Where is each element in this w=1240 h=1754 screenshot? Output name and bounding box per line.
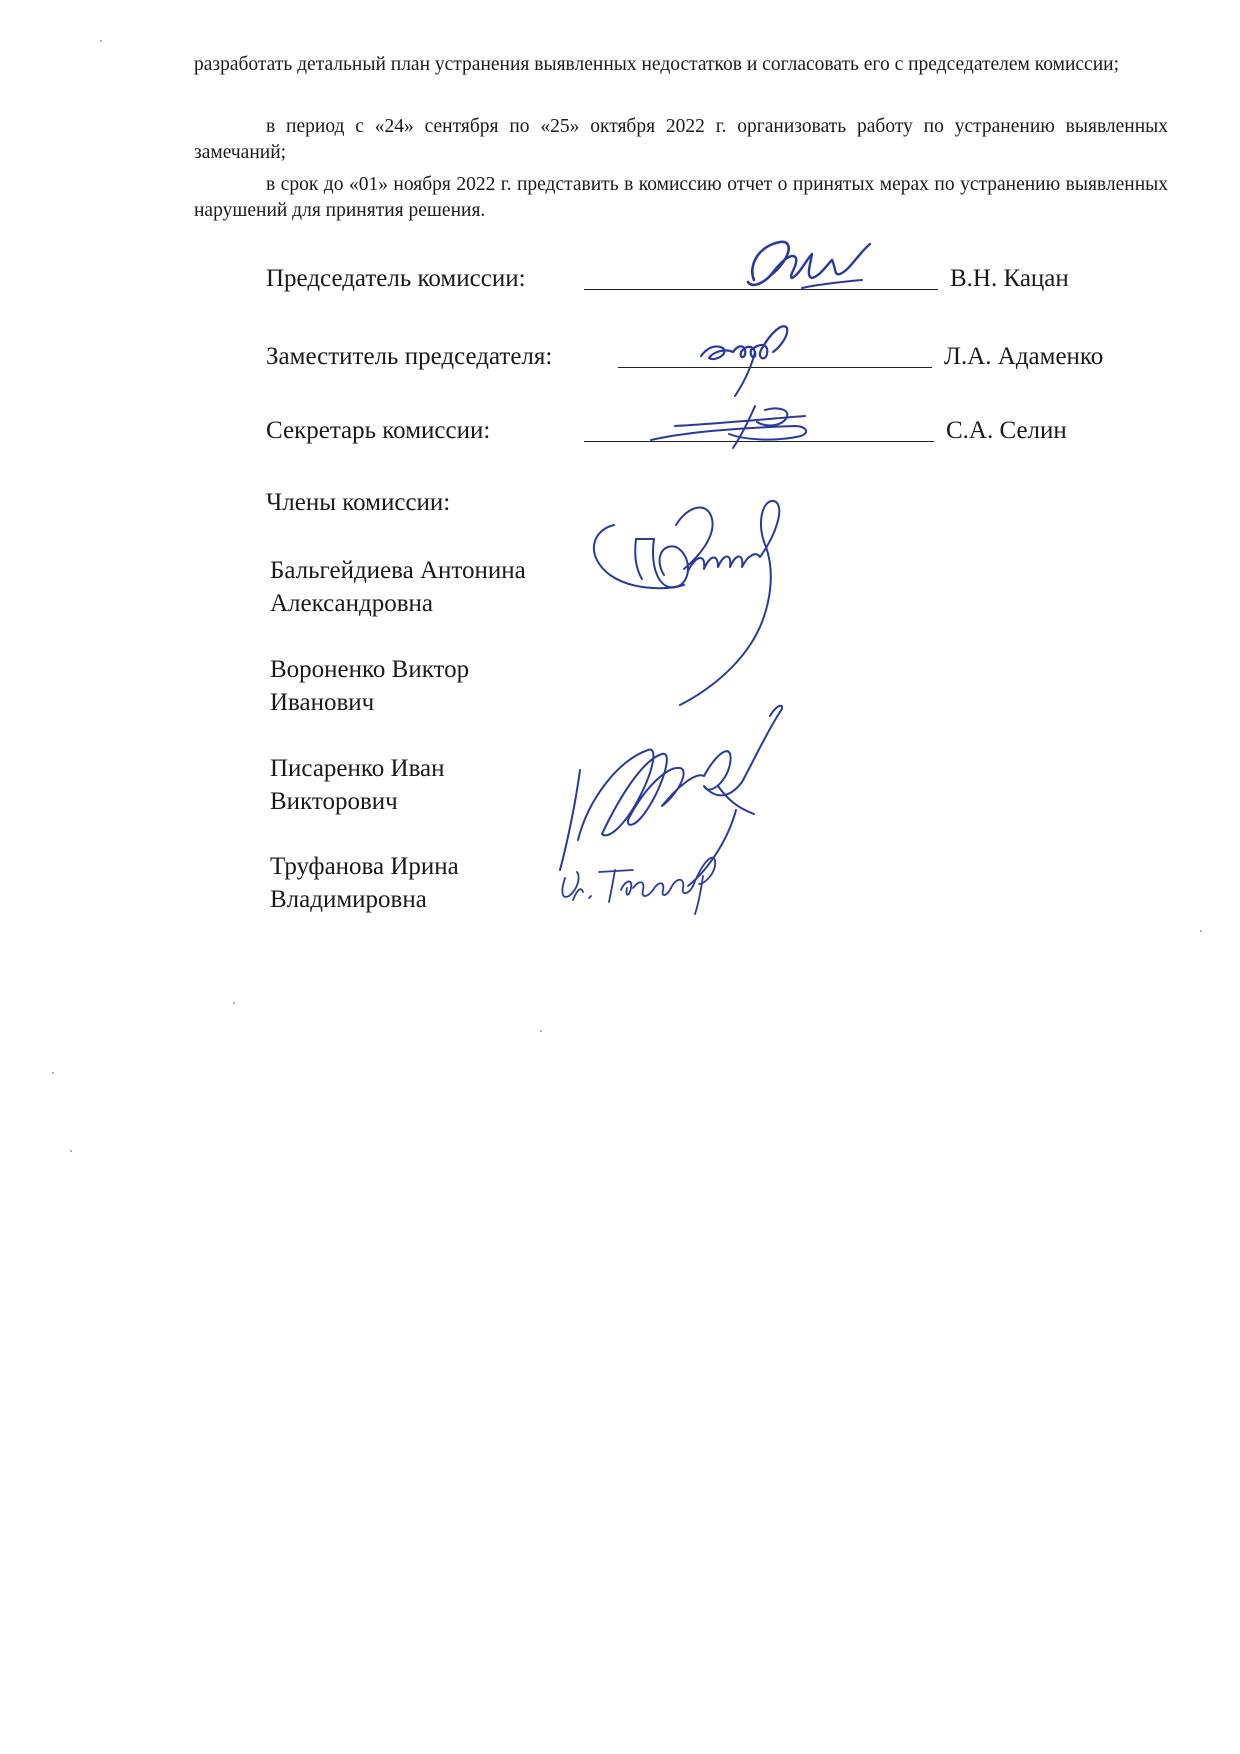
signature-row-chairman — [266, 252, 1166, 298]
scan-speck — [70, 1150, 72, 1152]
members-heading: Члены комиссии: — [266, 489, 451, 516]
member-item — [270, 554, 590, 620]
signature-member-4-ink — [555, 840, 745, 920]
signature-role-deputy: Заместитель председателя: — [266, 343, 553, 370]
member-name-line: Вороненко Виктор — [270, 656, 470, 683]
signature-name-deputy: Л.А. Адаменко — [944, 343, 1104, 370]
scan-speck — [233, 1002, 235, 1004]
paragraph-report: в срок до «01» ноября 2022 г. представить в комиссию отчет о принятых мерах по устранению выявленных нарушений для принятия решения. — [194, 174, 1168, 221]
signature-chairman-ink — [740, 236, 890, 298]
signature-secretary-ink — [645, 396, 825, 452]
signature-name-secretary: С.А. Селин — [946, 417, 1067, 444]
scan-speck — [52, 1072, 54, 1074]
signature-role-secretary: Секретарь комиссии: — [266, 417, 491, 444]
member-patronymic-line: Владимировна — [270, 886, 427, 913]
member-name-line: Писаренко Иван — [270, 755, 445, 782]
scan-speck — [540, 1030, 542, 1032]
member-item — [270, 653, 590, 719]
member-name-line: Труфанова Ирина — [270, 853, 459, 880]
signature-member-1-ink — [580, 495, 810, 720]
scan-speck — [1200, 930, 1202, 932]
member-item — [270, 752, 590, 818]
member-patronymic-line: Иванович — [270, 689, 375, 716]
paragraph-period: в период с «24» сентября по «25» октября 2022 г. организовать работу по устранению выявленных замечаний; — [194, 116, 1168, 163]
member-patronymic-line: Викторович — [270, 788, 398, 815]
signature-role-chairman: Председатель комиссии: — [266, 265, 526, 292]
member-name-line: Бальгейдиева Антонина — [270, 557, 526, 584]
member-patronymic-line: Александровна — [270, 590, 434, 617]
paragraph-plan: разработать детальный план устранения выявленных недостатков и согласовать его с председателем комиссии; — [194, 54, 1119, 75]
signature-name-chairman: В.Н. Кацан — [950, 265, 1069, 292]
member-item — [270, 850, 590, 916]
scan-speck — [100, 40, 102, 42]
signature-deputy-ink — [695, 318, 813, 400]
